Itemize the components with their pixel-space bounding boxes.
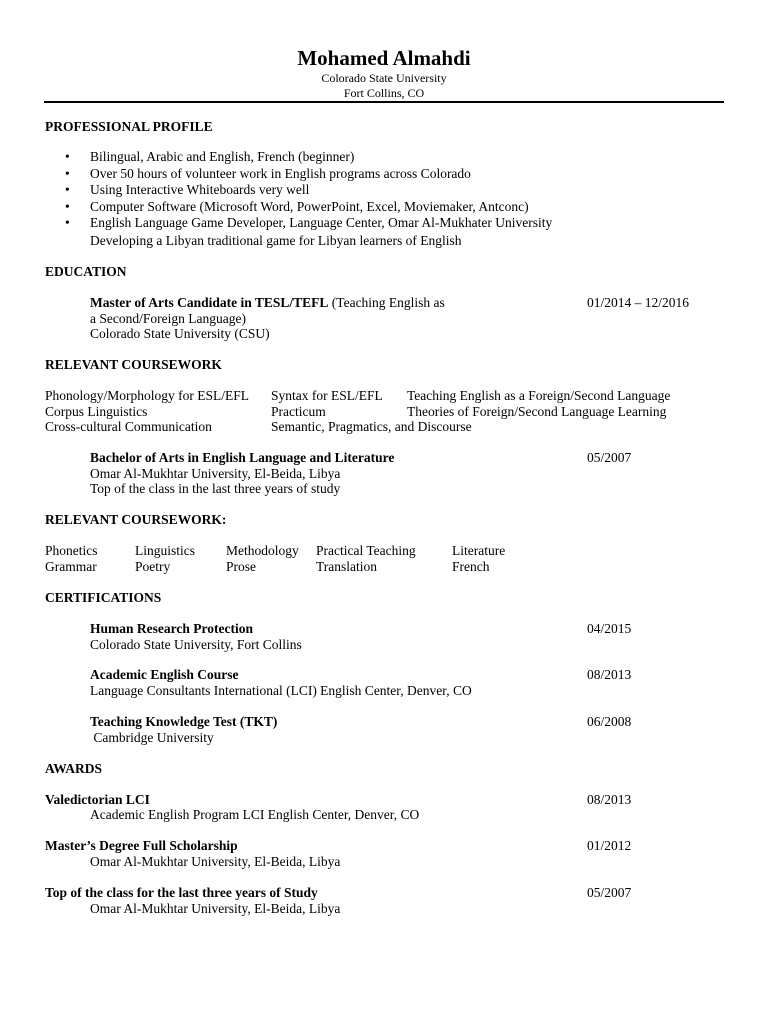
section-heading-awards: AWARDS — [45, 761, 103, 776]
masters-degree-note: (Teaching English as — [328, 295, 445, 310]
bullet-icon: • — [65, 165, 70, 181]
coursework2-item: Linguistics — [135, 543, 195, 558]
award-title: Master’s Degree Full Scholarship — [45, 838, 238, 853]
profile-continuation: Developing a Libyan traditional game for Libyan learners of English — [90, 233, 462, 248]
bachelors-date: 05/2007 — [587, 450, 632, 465]
award-org: Omar Al-Mukhtar University, El-Beida, Libya — [90, 901, 341, 916]
coursework2-item: Literature — [452, 543, 506, 558]
certification-org: Language Consultants International (LCI) English Center, Denver, CO — [90, 683, 472, 698]
certification-date: 08/2013 — [587, 667, 632, 682]
list-item: • Bilingual, Arabic and English, French (beginner) — [65, 149, 355, 164]
coursework-item: Syntax for ESL/EFL — [271, 388, 383, 403]
bachelors-note: Top of the class in the last three years of study — [90, 481, 341, 496]
section-heading-profile: PROFESSIONAL PROFILE — [45, 119, 213, 134]
section-heading-certifications: CERTIFICATIONS — [45, 590, 162, 605]
award-org: Academic English Program LCI English Center, Denver, CO — [90, 807, 420, 822]
certification-date: 06/2008 — [587, 714, 632, 729]
masters-degree — [90, 295, 445, 311]
coursework2-item: Translation — [316, 559, 378, 574]
award-title: Valedictorian LCI — [45, 792, 150, 807]
coursework-item: Cross-cultural Communication — [45, 419, 212, 434]
section-heading-coursework-2: RELEVANT COURSEWORK: — [45, 512, 227, 527]
award-date: 08/2013 — [587, 792, 632, 807]
award-date: 01/2012 — [587, 838, 632, 853]
masters-school: Colorado State University (CSU) — [90, 326, 270, 341]
profile-bullet-list — [63, 149, 552, 232]
masters-date: 01/2014 – 12/2016 — [587, 295, 690, 310]
header-divider — [44, 101, 724, 103]
coursework2-item: Phonetics — [45, 543, 98, 558]
section-heading-coursework: RELEVANT COURSEWORK — [45, 357, 222, 372]
coursework2-item: French — [452, 559, 490, 574]
certification-date: 04/2015 — [587, 621, 632, 636]
masters-degree-note-2: a Second/Foreign Language) — [90, 311, 246, 326]
bullet-icon: • — [65, 182, 70, 197]
coursework-item: Practicum — [271, 404, 326, 419]
certification-title: Human Research Protection — [90, 621, 253, 636]
header-institution: Colorado State University — [321, 71, 447, 85]
certification-title: Teaching Knowledge Test (TKT) — [90, 714, 278, 729]
bullet-icon: • — [65, 149, 70, 164]
coursework-item: Phonology/Morphology for ESL/EFL — [45, 388, 250, 403]
bullet-icon: • — [65, 198, 70, 214]
award-title: Top of the class for the last three years of Study — [45, 885, 318, 900]
certification-title: Academic English Course — [90, 667, 239, 682]
coursework2-item: Grammar — [45, 559, 97, 574]
coursework2-item: Practical Teaching — [316, 543, 416, 558]
header-location: Fort Collins, CO — [343, 86, 425, 100]
list-item: • English Language Game Developer, Language Center, Omar Al-Mukhater University — [65, 215, 553, 230]
coursework-item: Theories of Foreign/Second Language Learning — [407, 404, 667, 419]
coursework-item: Teaching English as a Foreign/Second Language — [407, 388, 671, 403]
award-date: 05/2007 — [587, 885, 632, 900]
certification-org: Cambridge University — [90, 730, 214, 745]
coursework-item: Corpus Linguistics — [45, 404, 148, 419]
coursework2-item: Poetry — [135, 559, 171, 574]
masters-degree-title: Master of Arts Candidate in TESL/TEFL — [90, 295, 329, 310]
certification-org: Colorado State University, Fort Collins — [90, 637, 302, 652]
award-org: Omar Al-Mukhtar University, El-Beida, Libya — [90, 854, 341, 869]
list-item: • Using Interactive Whiteboards very well — [65, 182, 310, 197]
coursework2-item: Methodology — [226, 543, 299, 558]
resume-name: Mohamed Almahdi — [297, 46, 471, 70]
bachelors-school: Omar Al-Mukhtar University, El-Beida, Libya — [90, 466, 341, 481]
list-item: • Computer Software (Microsoft Word, PowerPoint, Excel, Moviemaker, Antconc) — [65, 198, 529, 214]
section-heading-education: EDUCATION — [45, 264, 127, 279]
coursework-item: Semantic, Pragmatics, and Discourse — [271, 419, 472, 434]
bullet-icon: • — [65, 215, 70, 230]
list-item: • Over 50 hours of volunteer work in English programs across Colorado — [65, 165, 471, 181]
bachelors-degree-title: Bachelor of Arts in English Language and Literature — [90, 450, 395, 465]
coursework2-item: Prose — [226, 559, 256, 574]
